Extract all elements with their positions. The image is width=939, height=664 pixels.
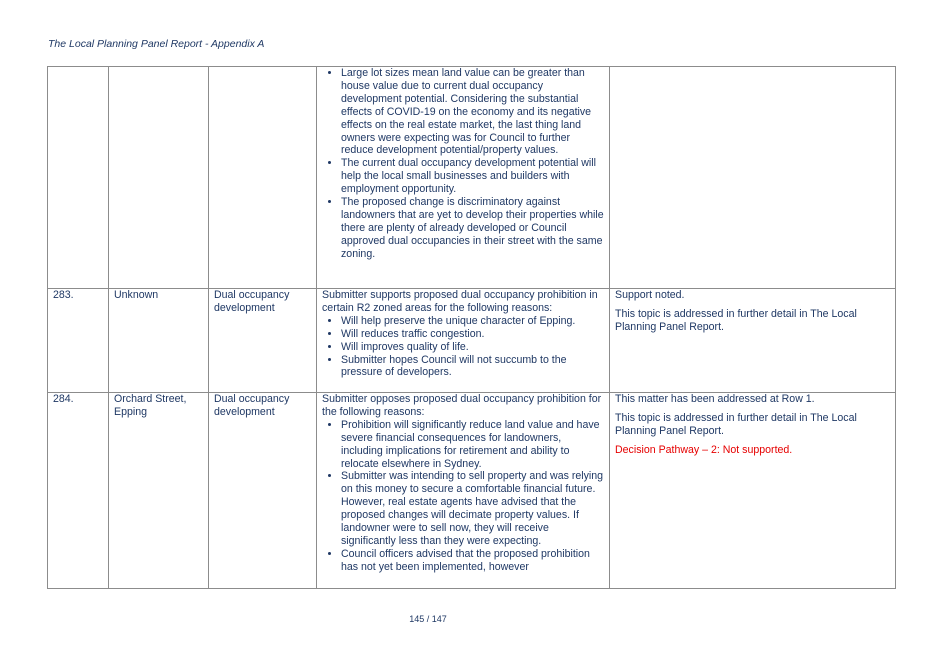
table-row — [48, 289, 896, 393]
response-text: This topic is addressed in further detail in The Local Planning Panel Report. — [615, 411, 857, 437]
list-item: • Large lot sizes mean land value can be greater than house value due to current dual occupancy development potential. Considering the substantial effects of COVID-19 on the economy and its negative effects on the real estate market, the last thing land owners were expecting was for Council to further reduce development potential/property values. — [341, 67, 604, 157]
list-item: • The current dual occupancy development potential will help the local small businesses and builders with employment opportunity. — [341, 157, 604, 196]
submissions-table — [47, 66, 896, 589]
row-number: 284. — [48, 393, 109, 589]
page-number: 145 / 147 — [409, 614, 447, 624]
submission-bullets — [322, 67, 604, 261]
list-item: • The proposed change is discriminatory against landowners that are yet to develop their properties while there are plenty of already developed or Council approved dual occupancies in their street with the same zoning. — [341, 196, 604, 261]
row-topic — [209, 67, 317, 289]
row-response — [610, 393, 896, 589]
submission-intro: Submitter opposes proposed dual occupancy prohibition for the following reasons: — [322, 393, 602, 418]
list-item: • Council officers advised that the proposed prohibition has not yet been implemented, however — [341, 548, 604, 574]
submission-intro: Submitter supports proposed dual occupancy prohibition in certain R2 zoned areas for the following reasons: — [322, 289, 598, 314]
decision-pathway: Decision Pathway – 2: Not supported. — [615, 443, 793, 456]
row-submission — [317, 289, 610, 393]
row-location — [109, 67, 209, 289]
list-item: • Will improves quality of life. — [341, 341, 604, 354]
table-row — [48, 393, 896, 589]
row-number — [48, 67, 109, 289]
list-item: • Submitter was intending to sell property and was relying on this money to secure a comfortable financial future. However, real estate agents have advised that the proposed changes will decimate property values. If landowner were to sell now, they will receive significantly less than they were expecting. — [341, 470, 604, 547]
submission-bullets — [322, 315, 604, 380]
row-topic: Dual occupancy development — [209, 393, 317, 589]
row-location: Unknown — [109, 289, 209, 393]
row-response — [610, 67, 896, 289]
response-text: This topic is addressed in further detail in The Local Planning Panel Report. — [615, 307, 857, 333]
submission-bullets — [322, 419, 604, 574]
row-topic: Dual occupancy development — [209, 289, 317, 393]
response-text: Support noted. — [615, 289, 685, 301]
page-header-title: The Local Planning Panel Report - Appendix A — [48, 38, 265, 50]
list-item: • Prohibition will significantly reduce land value and have severe financial consequences for landowners, including implications for retirement and ability to relocate elsewhere in Sydney. — [341, 419, 604, 471]
list-item: • Submitter hopes Council will not succumb to the pressure of developers. — [341, 354, 604, 380]
response-text: This matter has been addressed at Row 1. — [615, 393, 815, 405]
row-response — [610, 289, 896, 393]
list-item: • Will help preserve the unique character of Epping. — [341, 315, 604, 328]
row-submission — [317, 393, 610, 589]
row-submission — [317, 67, 610, 289]
row-number: 283. — [48, 289, 109, 393]
row-location: Orchard Street, Epping — [109, 393, 209, 589]
list-item: • Will reduces traffic congestion. — [341, 328, 604, 341]
table-row — [48, 67, 896, 289]
